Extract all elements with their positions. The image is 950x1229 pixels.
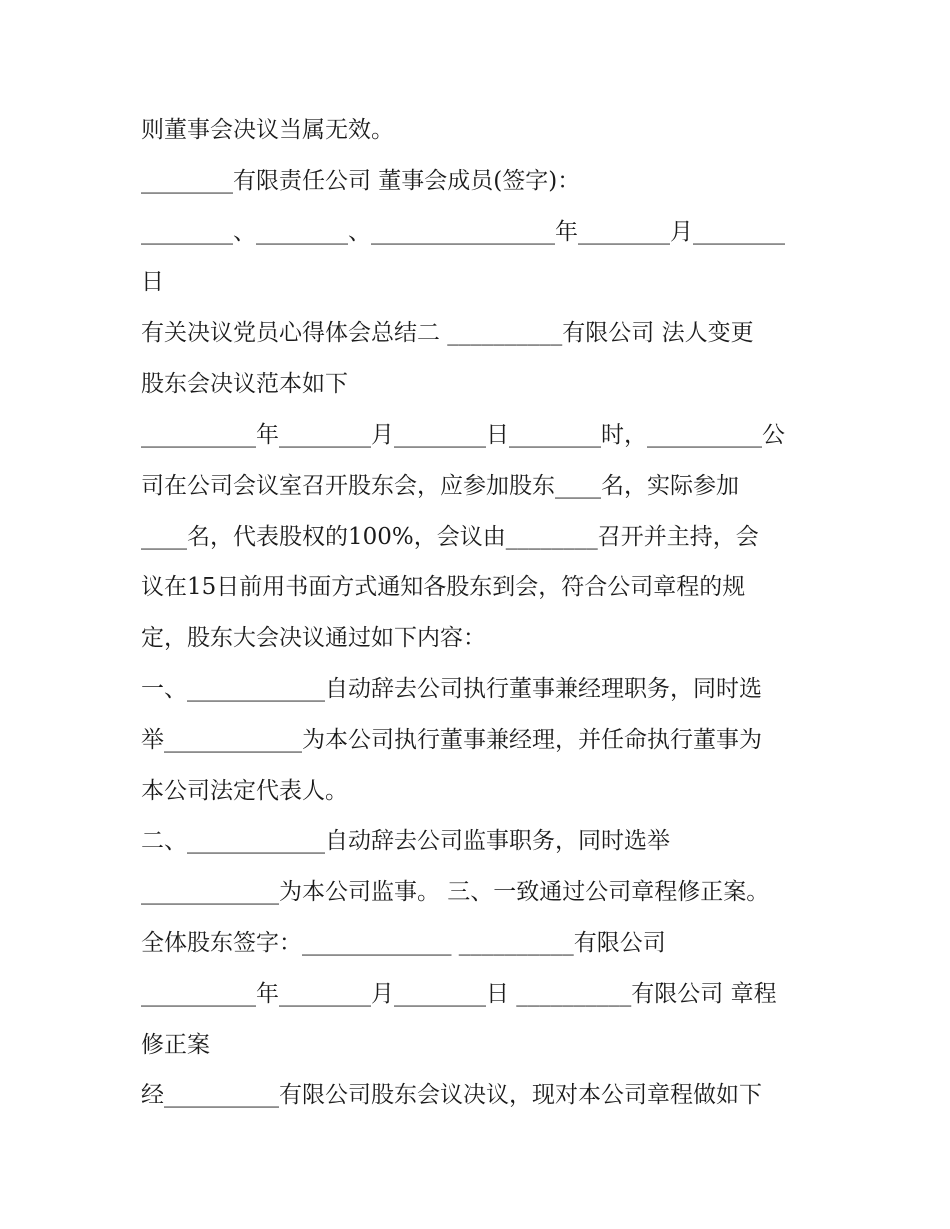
text-line-18: __________年________月________日 __________有限公司 章程	[141, 981, 777, 1007]
text-line-7: __________年________月________日________时，__________公	[141, 422, 785, 448]
text-line-19: 修正案	[141, 1032, 210, 1058]
text-line-13: 举____________为本公司执行董事兼经理，并任命执行董事为	[141, 727, 762, 753]
text-line-2: ________有限责任公司 董事会成员(签字)：	[141, 168, 581, 194]
text-line-14: 本公司法定代表人。	[141, 778, 348, 804]
text-line-17: 全体股东签字：_____________ __________有限公司	[141, 930, 666, 956]
text-line-12: 一、____________自动辞去公司执行董事兼经理职务，同时选	[141, 676, 762, 702]
text-line-15: 二、____________自动辞去公司监事职务，同时选举	[141, 828, 670, 854]
text-line-16: ____________为本公司监事。 三、一致通过公司章程修正案。	[141, 879, 770, 905]
text-line-4: 日	[141, 269, 164, 295]
text-line-10: 议在15日前用书面方式通知各股东到会，符合公司章程的规	[141, 574, 746, 600]
text-line-9: ____名，代表股权的100%，会议由________召开并主持，会	[141, 524, 759, 550]
text-line-3: ________、________、________________年________月________	[141, 219, 785, 245]
text-line-6: 股东会决议范本如下	[141, 371, 348, 397]
text-line-8: 司在公司会议室召开股东会，应参加股东____名，实际参加	[141, 473, 739, 499]
text-line-5: 有关决议党员心得体会总结二 __________有限公司 法人变更	[141, 320, 754, 346]
text-line-1: 则董事会决议当属无效。	[141, 117, 394, 143]
text-line-20: 经__________有限公司股东会议决议，现对本公司章程做如下	[141, 1082, 762, 1108]
text-line-11: 定，股东大会决议通过如下内容：	[141, 625, 486, 651]
